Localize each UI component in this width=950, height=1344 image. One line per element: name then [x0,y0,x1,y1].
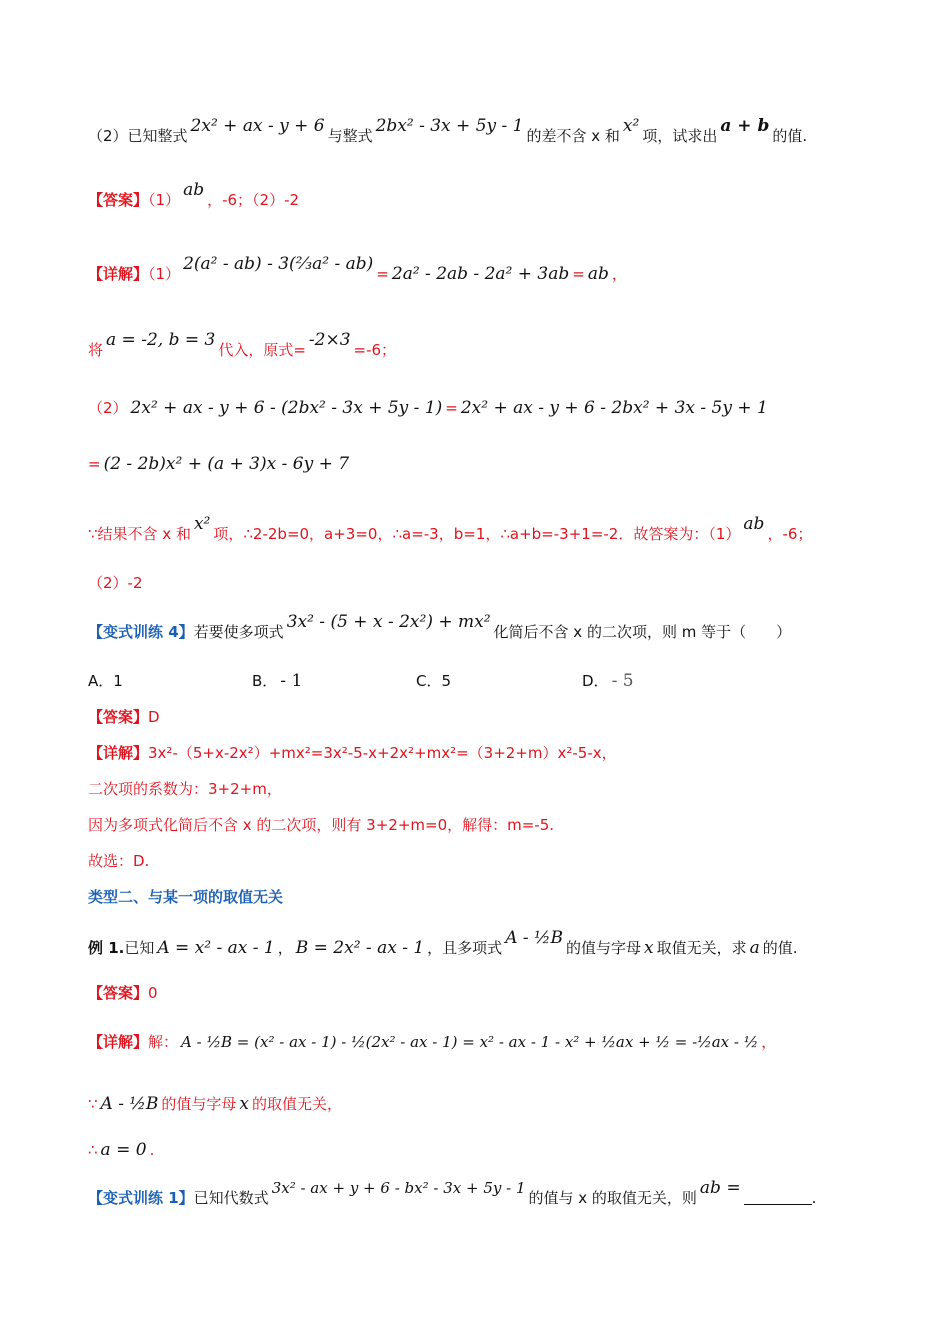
text: 的值与字母 [161,1095,237,1113]
detail-1 [88,254,890,286]
math-expression: A - ½B [505,928,563,948]
variant-training-1 [88,1178,890,1210]
text: ，-6；（2）-2 [207,191,300,209]
math-expression: x [644,938,654,958]
text: 代入，原式= [218,341,306,359]
text: = [88,455,101,473]
detail-label: 【详解】 [88,744,149,762]
text: ， [277,939,293,957]
math-expression: 3x² - ax + y + 6 - bx² - 3x + 5y - 1 [271,1179,526,1197]
math-expression: ab [183,180,205,200]
math-expression: a [749,938,760,958]
math-expression: x² [622,116,640,136]
text: . [149,1141,155,1159]
math-expression: ab = [699,1178,741,1198]
section-heading: 类型二、与某一项的取值无关 [88,888,284,906]
text: 与整式 [327,127,373,145]
text: 的值. [772,127,808,145]
text: ， [761,1033,777,1051]
text: 若要使多项式 [193,623,284,641]
text: （2） [88,399,128,417]
text: 将 [88,341,104,359]
math-expression: a = 0 [100,1140,147,1160]
option-value: - 1 [280,671,303,691]
answer-2 [88,705,890,729]
variant-label: 【变式训练 1】 [88,1189,194,1207]
text: 已知 [124,939,155,957]
option-key: A． [88,672,114,690]
math-expression: 3x² - (5 + x - 2x²) + mx² [286,612,491,632]
part-3-line [88,452,890,476]
detail-2-line-3: 故选：D. [88,852,150,870]
text: 取值无关，求 [656,939,747,957]
math-expression: a + b [720,116,770,136]
detail-label: 【详解】 [88,265,149,283]
text: （1） [148,265,181,283]
detail-3 [88,1030,890,1054]
option-value: - 5 [611,671,634,691]
text: 的值与字母 [566,939,642,957]
math-expression: A - ½B = (x² - ax - 1) - ½(2x² - ax - 1) = x² - ax - 1 - x² + ½ax + ½ = -½ax - ½ [181,1033,759,1051]
answer-label: 【答案】 [88,191,149,209]
math-expression: A - ½B [100,1094,159,1114]
math-expression: 2x² + ax - y + 6 - (2bx² - 3x + 5y - 1) [130,398,443,418]
option-a [88,670,123,691]
part-2-line [88,396,890,420]
detail-2-line-2: 因为多项式化简后不含 x 的二次项，则有 3+2+m=0，解得：m=-5. [88,816,555,834]
detail-2 [88,741,890,765]
math-expression: A = x² - ax - 1 [157,938,275,958]
therefore-line [88,1138,890,1162]
variant-training-4 [88,612,890,644]
substitution-line [88,330,890,362]
option-key: D． [582,672,609,690]
math-expression: 2x² + ax - y + 6 - 2bx² + 3x - 5y + 1 [460,398,768,418]
example-label: 例 1. [88,939,125,957]
text: ∴ [88,1141,98,1159]
example-1 [88,928,890,960]
text: （1） [148,191,181,209]
text: 已知代数式 [193,1189,269,1207]
math-expression: a = -2, b = 3 [106,330,216,350]
variant-label: 【变式训练 4】 [88,623,194,641]
text: 的差不含 x 和 [526,127,620,145]
answer-1 [88,180,890,212]
text: 3x²-（5+x-2x²）+mx²=3x²-5-x+2x²+mx²=（3+2+m）x²-5-x， [148,744,617,762]
math-expression: B = 2x² - ax - 1 [295,938,425,958]
option-d [582,670,637,691]
part-5-line [88,571,890,595]
math-expression: ab [743,514,765,534]
math-expression: 2(a² - ab) - 3(⅔a² - ab) [183,254,374,274]
text: 的取值无关， [251,1095,342,1113]
text: D [148,708,160,726]
part-4-line [88,514,890,546]
answer-label: 【答案】 [88,708,149,726]
text: ，且多项式 [427,939,503,957]
text: 项，∴2-2b=0，a+3=0，∴a=-3，b=1，∴a+b=-3+1=-2．故答案为：（1） [213,525,741,543]
math-expression: 2a² - 2ab - 2a² + 3ab [391,264,570,284]
text: ∵ [88,1095,98,1113]
text: 的值. [762,939,798,957]
math-expression: 2x² + ax - y + 6 [190,116,325,136]
math-expression: (2 - 2b)x² + (a + 3)x - 6y + 7 [103,454,350,474]
text: = [376,265,389,283]
text: ，-6； [767,525,813,543]
answer-label: 【答案】 [88,984,149,1002]
option-key: C． [416,672,442,690]
since-line [88,1092,890,1116]
answer-blank[interactable] [744,1188,812,1205]
detail-label: 【详解】 [88,1033,149,1051]
math-expression: x² [193,514,211,534]
option-c [416,670,451,691]
option-value: 1 [113,672,123,690]
text: （2）已知整式 [88,127,188,145]
text: 化简后不含 x 的二次项，则 m 等于（ ） [493,623,792,641]
answer-3 [88,981,890,1005]
math-expression: -2×3 [308,330,351,350]
text: 0 [148,984,158,1002]
option-b [252,670,305,691]
text: . [811,1189,817,1207]
text: = [572,265,585,283]
text: 的值与 x 的取值无关，则 [528,1189,697,1207]
option-value: 5 [441,672,452,690]
math-expression: ab [587,264,609,284]
question-2 [88,116,890,148]
text: =-6； [353,341,397,359]
text: ， [611,265,627,283]
text: 解： [148,1033,179,1051]
text: = [445,399,458,417]
text: ∵结果不含 x 和 [88,525,191,543]
math-expression: 2bx² - 3x + 5y - 1 [375,116,524,136]
text: （2）-2 [88,574,143,592]
text: 项，试求出 [642,127,718,145]
math-expression: x [239,1094,249,1114]
option-key: B． [252,672,278,690]
detail-2-line-1: 二次项的系数为：3+2+m， [88,780,282,798]
